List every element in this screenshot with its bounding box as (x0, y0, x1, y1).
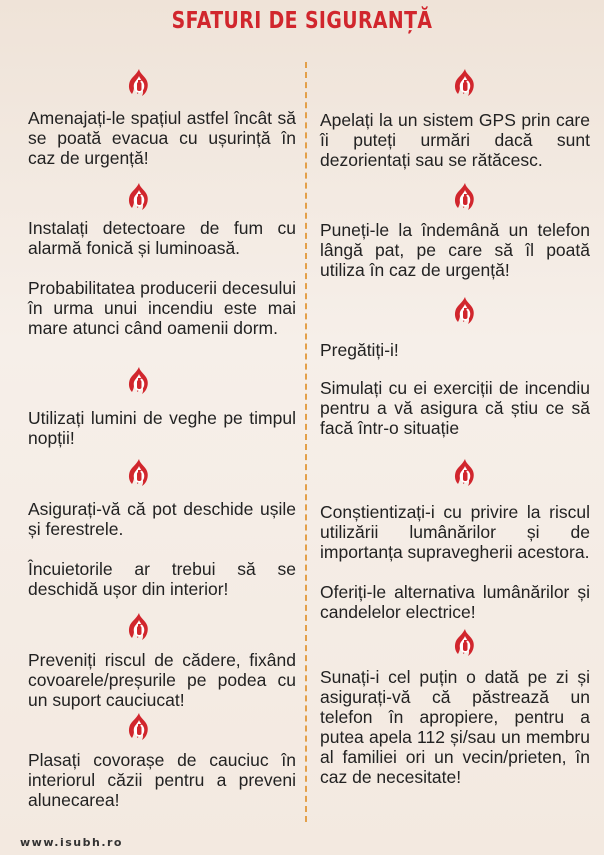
page-title: SFATURI DE SIGURANȚĂ (171, 8, 433, 34)
safety-tip-left-3: Probabilitatea producerii decesului în urma unui incendiu este mai mare atunci când oamenii dorm. (28, 278, 296, 338)
safety-tip-left-1: Amenajați-le spațiul astfel încât să se poată evacua cu ușurință în caz de urgență! (28, 108, 296, 168)
fire-extinguisher-flame-icon (126, 612, 152, 642)
safety-tip-right-2: Puneți-le la îndemână un telefon lângă pat, pe care să îl poată utiliza în caz de urgență! (320, 220, 590, 280)
fire-extinguisher-flame-icon (126, 712, 152, 742)
safety-tip-right-4: Simulați cu ei exerciții de incendiu pentru a vă asigura că știu ce să facă într-o situație (320, 378, 590, 438)
fire-extinguisher-flame-icon (126, 68, 152, 98)
fire-extinguisher-flame-icon (452, 296, 478, 326)
safety-tip-left-6: Încuietorile ar trebui să se deschidă ușor din interior! (28, 559, 296, 599)
safety-tip-right-7: Sunați-i cel puțin o dată pe zi și asigurați-vă că păstrează un telefon în apropiere, pentru a putea apela 112 și/sau un membru al familiei ori un vecin/prieten, în caz de necesitate! (320, 667, 590, 787)
safety-tip-right-5: Conștientizați-i cu privire la riscul utilizării lumânărilor și de importanța supravegherii acestora. (320, 502, 590, 562)
safety-tip-right-3: Pregătiți-i! (320, 340, 399, 360)
safety-tip-right-1: Apelați la un sistem GPS prin care îi puteți urmări dacă sunt dezorientați sau se rătăcesc. (320, 110, 590, 170)
safety-tip-left-5: Asigurați-vă că pot deschide ușile și ferestrele. (28, 499, 296, 539)
safety-tip-left-8: Plasați covorașe de cauciuc în interiorul căzii pentru a preveni alunecarea! (28, 750, 296, 810)
safety-tip-left-2: Instalați detectoare de fum cu alarmă fonică și luminoasă. (28, 218, 296, 258)
website-footer: www.isubh.ro (20, 836, 123, 849)
fire-extinguisher-flame-icon (452, 458, 478, 488)
fire-extinguisher-flame-icon (452, 182, 478, 212)
fire-extinguisher-flame-icon (126, 458, 152, 488)
fire-extinguisher-flame-icon (126, 182, 152, 212)
fire-extinguisher-flame-icon (452, 628, 478, 658)
fire-extinguisher-flame-icon (126, 366, 152, 396)
safety-tip-right-6: Oferiți-le alternativa lumânărilor și candelelor electrice! (320, 582, 590, 622)
safety-tip-left-4: Utilizați lumini de veghe pe timpul nopții! (28, 408, 296, 448)
center-divider (305, 62, 307, 822)
fire-extinguisher-flame-icon (452, 68, 478, 98)
safety-tip-left-7: Preveniți riscul de cădere, fixând covoarele/preșurile pe podea cu un suport cauciucat! (28, 650, 296, 710)
